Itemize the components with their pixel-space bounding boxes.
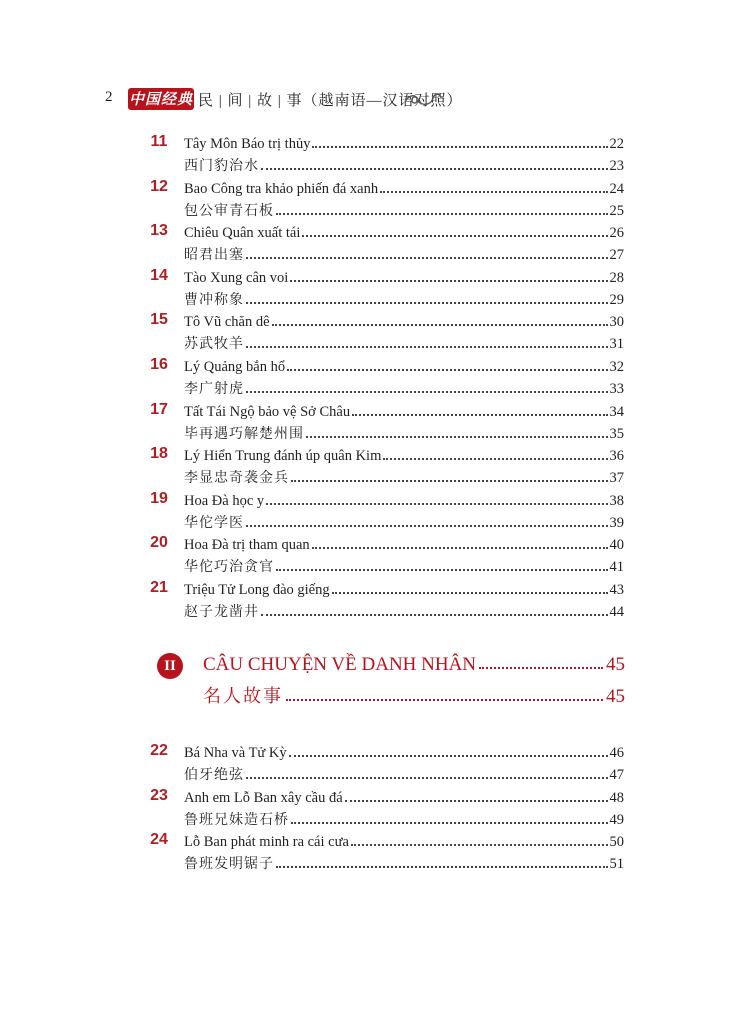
- page-ref: 27: [609, 247, 624, 264]
- entry-title-vi[interactable]: Bá Nha và Tử Kỳ 46: [184, 745, 624, 761]
- entry-title-zh[interactable]: 华佗巧治贪官 41: [184, 559, 624, 576]
- dot-leader: [266, 503, 607, 505]
- dot-leader: [272, 324, 608, 326]
- entry-title-vi[interactable]: Hoa Đà học y 38: [184, 492, 624, 509]
- dot-leader: [290, 280, 607, 282]
- dot-leader: [479, 667, 603, 669]
- entry-title-vi[interactable]: Lý Quảng bắn hổ 32: [184, 359, 624, 375]
- dot-leader: [276, 213, 608, 215]
- entry-title-vi[interactable]: Tất Tái Ngộ bảo vệ Sở Châu 34: [184, 403, 624, 420]
- dot-leader: [246, 346, 608, 348]
- dot-leader: [352, 414, 607, 416]
- section-number-badge: II: [157, 653, 183, 679]
- page-ref: 46: [609, 745, 624, 761]
- page-ref: 26: [609, 225, 624, 242]
- dot-leader: [291, 822, 608, 824]
- page-ref: 24: [609, 180, 624, 197]
- page-ref: 34: [609, 403, 624, 420]
- page-ref: 29: [609, 291, 624, 308]
- entry-number: 12: [150, 177, 168, 195]
- entry-title-vi[interactable]: Tây Môn Báo trị thủy 22: [184, 136, 624, 152]
- page-ref: 47: [609, 767, 624, 783]
- entry-title-zh[interactable]: 鲁班发明锯子 51: [184, 856, 624, 873]
- page-ref: 33: [609, 381, 624, 397]
- section-heading-zh[interactable]: 名人故事 45: [203, 686, 625, 707]
- entry-title-zh[interactable]: 西门豹治水 23: [184, 158, 624, 174]
- page-ref: 23: [609, 158, 624, 174]
- dot-leader: [286, 699, 603, 701]
- page-ref: 25: [609, 202, 624, 219]
- dot-leader: [276, 866, 608, 868]
- page-ref: 48: [609, 789, 624, 806]
- cloud-ornament-icon: [403, 90, 443, 108]
- dot-leader: [289, 755, 608, 757]
- dot-leader: [261, 168, 608, 170]
- page-ref: 32: [609, 359, 624, 375]
- page-number: 2: [105, 89, 113, 105]
- page-ref: 43: [609, 582, 624, 598]
- entry-title-zh[interactable]: 昭君出塞 27: [184, 247, 624, 264]
- entry-title-zh[interactable]: 鲁班兄妹造石桥 49: [184, 811, 624, 828]
- book-title: 民 | 间 | 故 | 事（越南语—汉语对照）: [198, 93, 463, 109]
- dot-leader: [287, 369, 607, 371]
- page-ref: 41: [609, 559, 624, 576]
- entry-number: 14: [150, 266, 168, 284]
- entry-title-vi[interactable]: Hoa Đà trị tham quan 40: [184, 537, 624, 554]
- dot-leader: [291, 480, 608, 482]
- entry-number: 16: [150, 356, 168, 373]
- page-ref: 36: [609, 448, 624, 465]
- entry-number: 24: [150, 831, 168, 849]
- page-ref: 40: [609, 537, 624, 554]
- entry-number: 11: [150, 133, 168, 150]
- entry-title-vi[interactable]: Tào Xung cân voi 28: [184, 269, 624, 286]
- page-ref: 28: [609, 269, 624, 286]
- dot-leader: [306, 436, 608, 438]
- dot-leader: [261, 614, 608, 616]
- dot-leader: [312, 547, 608, 549]
- page-ref: 30: [609, 314, 624, 331]
- page-ref: 38: [609, 492, 624, 509]
- entry-title-zh[interactable]: 曹冲称象 29: [184, 291, 624, 308]
- page-ref: 39: [609, 514, 624, 531]
- dot-leader: [302, 235, 607, 237]
- dot-leader: [383, 458, 607, 460]
- entry-title-zh[interactable]: 华佗学医 39: [184, 514, 624, 531]
- entry-title-vi[interactable]: Lỗ Ban phát minh ra cái cưa 50: [184, 834, 624, 851]
- dot-leader: [246, 525, 608, 527]
- dot-leader: [246, 302, 608, 304]
- page-ref: 50: [609, 834, 624, 851]
- dot-leader: [332, 592, 608, 594]
- page-ref: 51: [609, 856, 624, 873]
- entry-number: 13: [150, 222, 168, 240]
- entry-title-zh[interactable]: 苏武牧羊 31: [184, 336, 624, 353]
- dot-leader: [246, 777, 608, 779]
- entry-number: 19: [150, 489, 168, 507]
- page-ref: 44: [609, 604, 624, 620]
- section-heading-vi[interactable]: CÂU CHUYỆN VỀ DANH NHÂN 45: [203, 654, 625, 675]
- entry-title-zh[interactable]: 包公审青石板 25: [184, 202, 624, 219]
- dot-leader: [246, 257, 608, 259]
- dot-leader: [351, 844, 608, 846]
- running-header: [105, 88, 463, 112]
- entry-title-vi[interactable]: Bao Công tra khảo phiến đá xanh 24: [184, 180, 624, 197]
- dot-leader: [246, 391, 608, 393]
- entry-number: 18: [150, 445, 168, 463]
- entry-title-vi[interactable]: Anh em Lỗ Ban xây cầu đá 48: [184, 789, 624, 806]
- entry-title-zh[interactable]: 赵子龙凿井 44: [184, 604, 624, 620]
- entry-number: 21: [150, 579, 168, 596]
- entry-title-zh[interactable]: 李广射虎 33: [184, 381, 624, 397]
- page-ref: 37: [609, 470, 624, 487]
- dot-leader: [380, 191, 607, 193]
- entry-title-zh[interactable]: 毕再遇巧解楚州围 35: [184, 425, 624, 442]
- entry-title-vi[interactable]: Tô Vũ chăn dê 30: [184, 314, 624, 331]
- entry-number: 22: [150, 742, 168, 759]
- entry-title-zh[interactable]: 伯牙绝弦 47: [184, 767, 624, 783]
- page-ref: 35: [609, 425, 624, 442]
- entry-title-vi[interactable]: Lý Hiển Trung đánh úp quân Kim 36: [184, 448, 624, 465]
- dot-leader: [345, 800, 608, 802]
- page-ref: 49: [609, 811, 624, 828]
- dot-leader: [276, 569, 608, 571]
- entry-number: 20: [150, 534, 168, 552]
- entry-title-vi[interactable]: Triệu Tử Long đào giếng 43: [184, 582, 624, 598]
- dot-leader: [312, 146, 607, 148]
- entry-number: 17: [150, 400, 168, 418]
- page-ref: 22: [609, 136, 624, 152]
- entry-title-vi[interactable]: Chiêu Quân xuất tái 26: [184, 225, 624, 242]
- entry-number: 23: [150, 786, 168, 804]
- entry-number: 15: [150, 311, 168, 329]
- entry-title-zh[interactable]: 李显忠奇袭金兵 37: [184, 470, 624, 487]
- page-ref: 31: [609, 336, 624, 353]
- series-logo: 中国经典: [128, 90, 193, 108]
